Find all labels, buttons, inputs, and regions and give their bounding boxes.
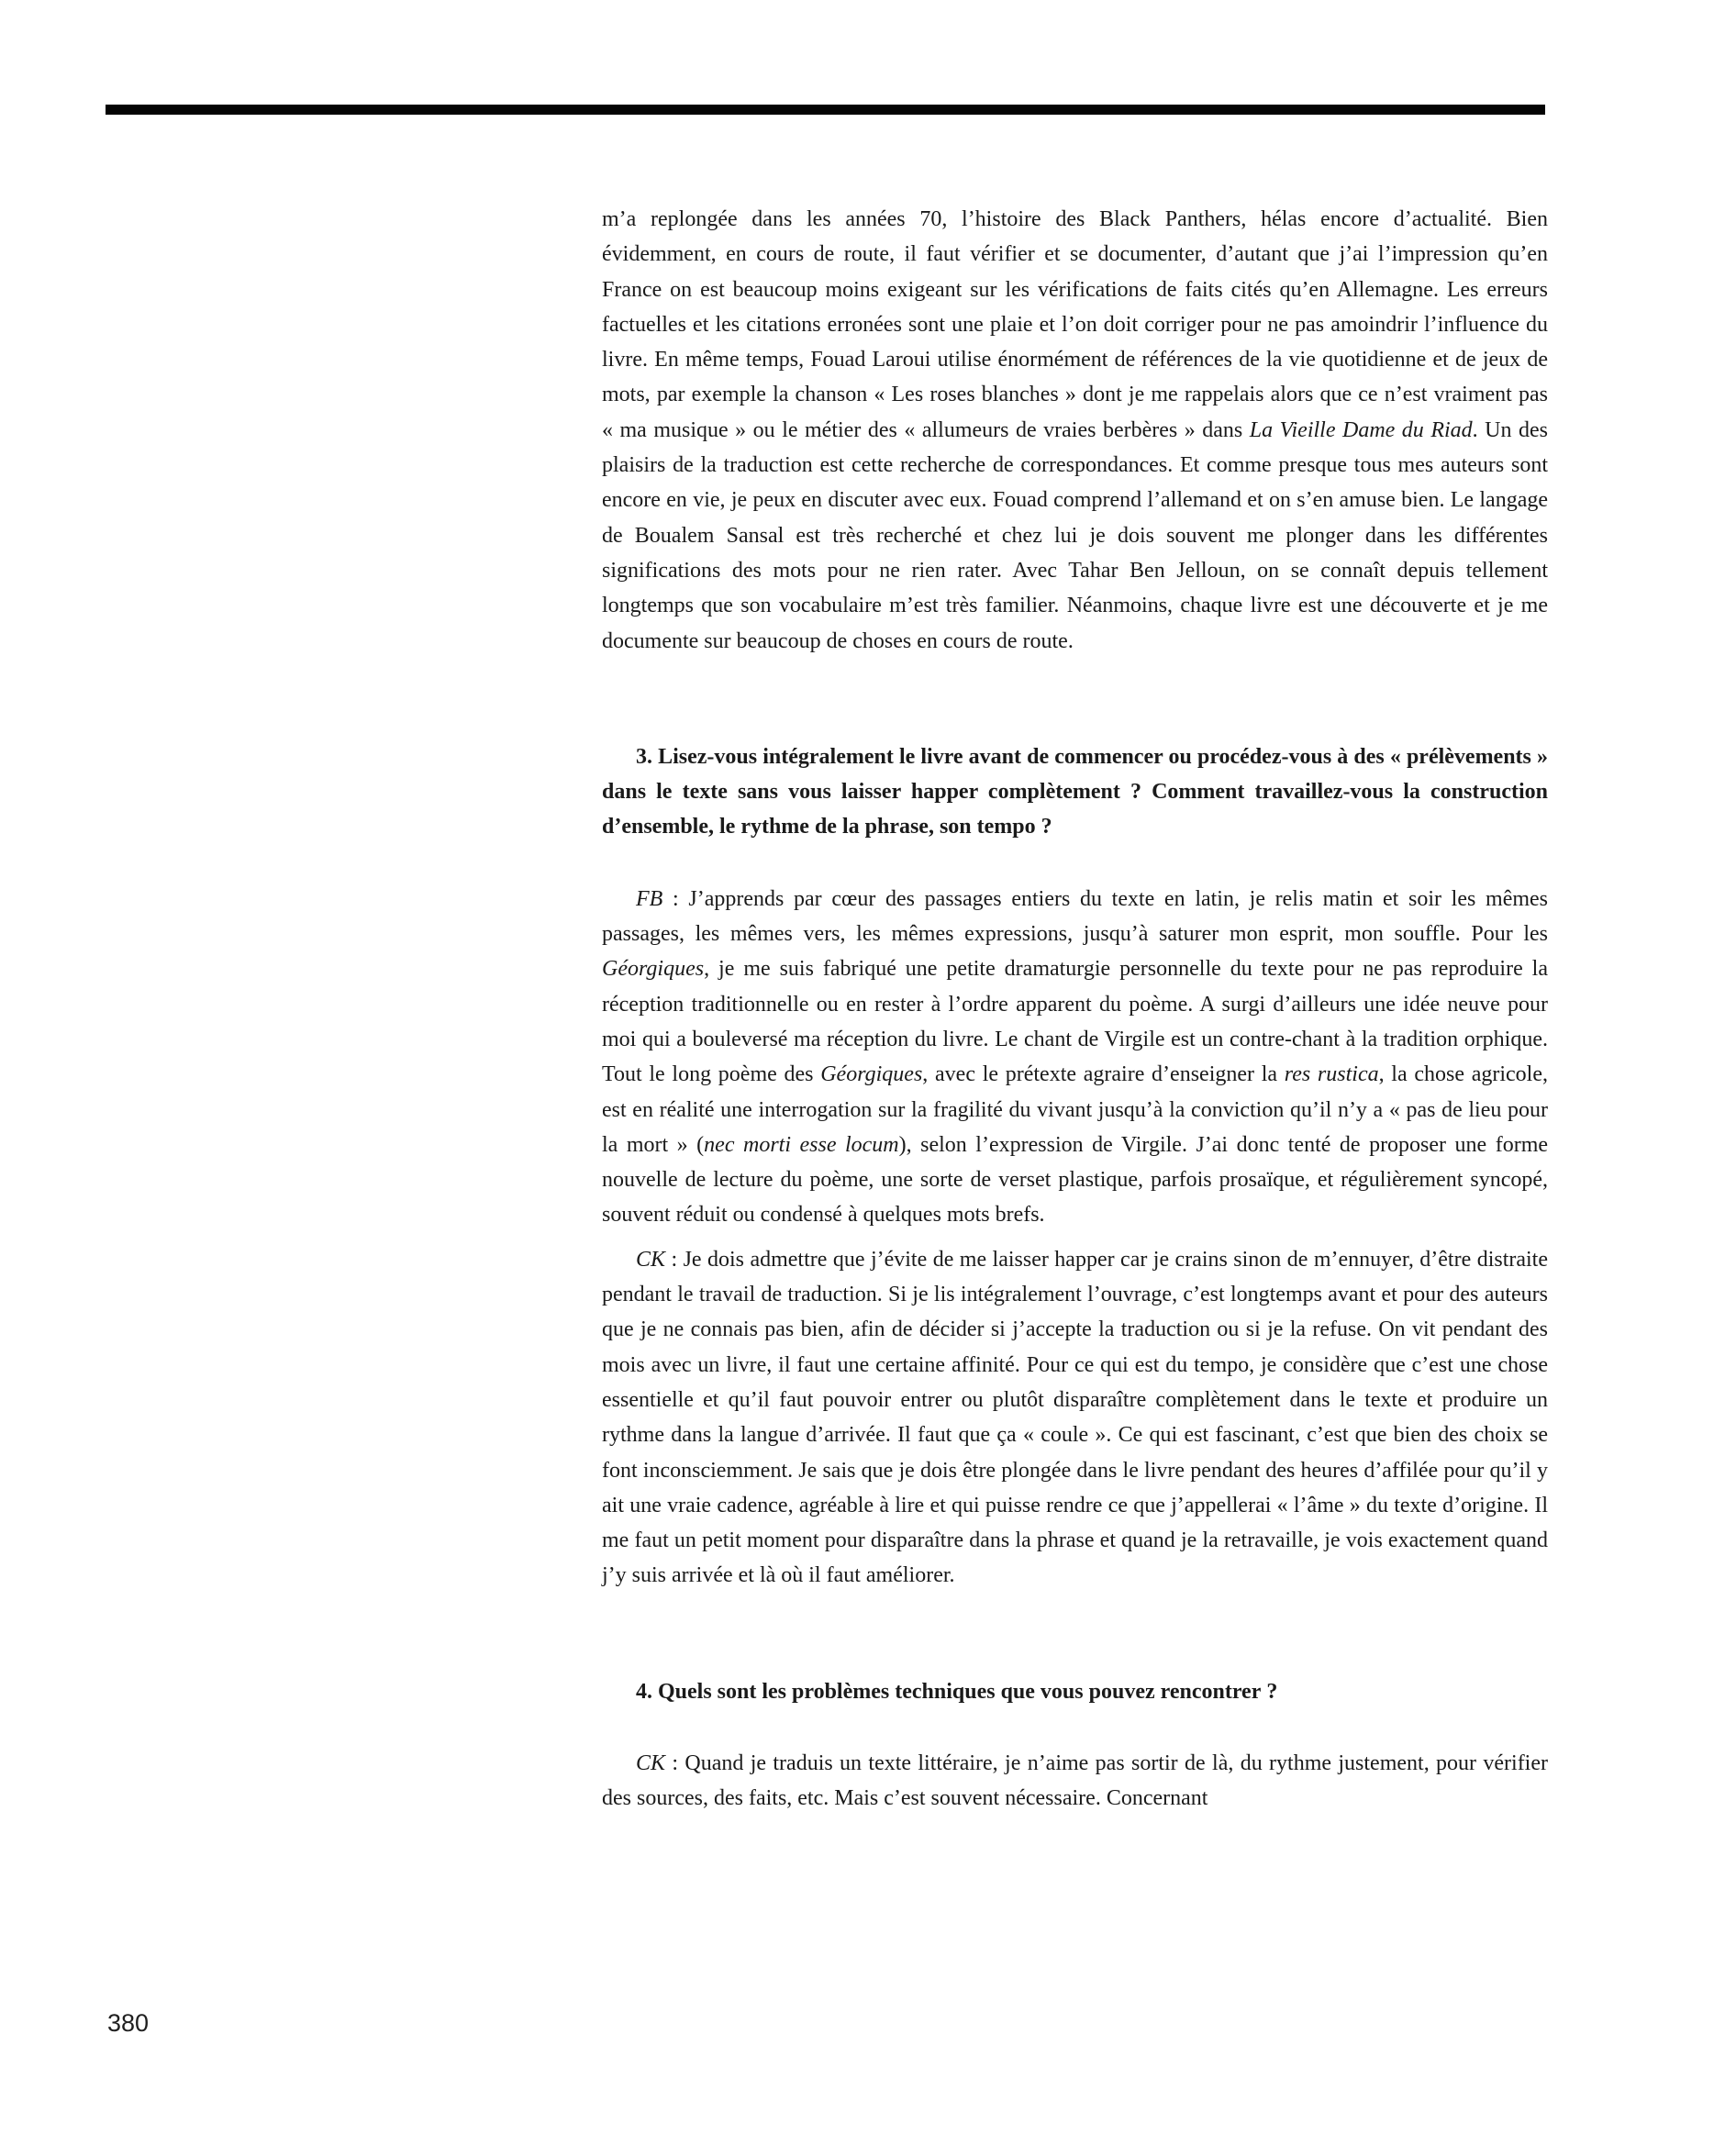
answer-ck-2: CK : Quand je traduis un texte littéraire, je n’aime pas sortir de là, du rythme justement, pour vérifier des sources, des faits, etc. Mais c’est souvent nécessaire. Concernant — [602, 1750, 1548, 1811]
answer-ck: CK : Je dois admettre que j’évite de me laisser happer car je crains sinon de m’ennuyer, d’être distraite pendant le travail de traduction. Si je lis intégralement l’ouvrage, c’est longtemps avant et pour des auteurs que je ne connais pas bien, afin de décider si j’accepte la traduction ou si je la refuse. On vit pendant des mois avec un livre, il faut une certaine affinité. Pour ce qui est du tempo, je considère que c’est une chose essentielle et qu’il faut pouvoir entrer ou plutôt disparaître complètement dans le texte et produire un rythme dans la langue d’arrivée. Il faut que ça « coule ». Ce qui est fascinant, c’est que bien des choix se font inconsciemment. Je sais que je dois être plongée dans le livre pendant des heures d’affilée pour qu’il y ait une vraie cadence, agréable à lire et qui puisse rendre ce que j’appellerai « l’âme » du texte d’origine. Il me faut un petit moment pour disparaître dans la phrase et quand je la retravaille, je vois exactement quand j’y suis arrivée et là où il faut améliorer. — [602, 1247, 1548, 1588]
question-4: 4. Quels sont les problèmes techniques que vous pouvez rencontrer ? — [636, 1679, 1278, 1704]
question-3: 3. Lisez-vous intégralement le livre avant de commencer ou procédez-vous à des « prélèvements » dans le texte sans vous laisser happer complètement ? Comment travaillez-vous la construction d’ensemble, le rythme de la phrase, son tempo ? — [602, 744, 1548, 839]
header-rule — [106, 105, 1545, 115]
answer-fb: FB : J’apprends par cœur des passages entiers du texte en latin, je relis matin et soir les mêmes passages, les mêmes vers, les mêmes expressions, jusqu’à saturer mon esprit, mon souffle. Pour les Géorgiques, je me suis fabriqué une petite dramaturgie personnelle du texte pour ne pas reproduire la réception traditionnelle ou en rester à l’ordre apparent du poème. A surgi d’ailleurs une idée neuve pour moi qui a bouleversé ma réception du livre. Le chant de Virgile est un contre-chant à la tradition orphique. Tout le long poème des Géorgiques, avec le prétexte agraire d’enseigner la res rustica, la chose agricole, est en réalité une interrogation sur la fragilité du vivant jusqu’à la conviction qu’il n’y a « pas de lieu pour la mort » (nec morti esse locum), selon l’expression de Virgile. J’ai donc tenté de proposer une forme nouvelle de lecture du poème, une sorte de verset plastique, parfois prosaïque, et régulièrement syncopé, souvent réduit ou condensé à quelques mots brefs. — [602, 886, 1549, 1228]
paragraph-continuation: m’a replongée dans les années 70, l’histoire des Black Panthers, hélas encore d’actualité. Bien évidemment, en cours de route, il faut vérifier et se documenter, d’autant que j’ai l’impression qu’en France on est beaucoup moins exigeant sur les vérifications de faits cités qu’en Allemagne. Les erreurs factuelles et les citations erronées sont une plaie et l’on doit corriger pour ne pas amoindrir l’influence du livre. En même temps, Fouad Laroui utilise énormément de références de la vie quotidienne et de jeux de mots, par exemple la chanson « Les roses blanches » dont je me rappelais alors que ce n’est vraiment pas « ma musique » ou le métier des « allumeurs de vraies berbères » dans La Vieille Dame du Riad. Un des plaisirs de la traduction est cette recherche de correspondances. Et comme presque tous mes auteurs sont encore en vie, je peux en discuter avec eux. Fouad comprend l’allemand et on s’en amuse bien. Le langage de Boualem Sansal est très recherché et chez lui je dois souvent me plonger dans les différentes significations des mots pour ne rien rater. Avec Tahar Ben Jelloun, on se connaît depuis tellement longtemps que son vocabulaire m’est très familier. Néanmoins, chaque livre est une découverte et je me documente sur beaucoup de choses en cours de route. — [602, 207, 1548, 653]
page-number: 380 — [107, 2009, 150, 2037]
text-column — [602, 202, 1548, 1817]
